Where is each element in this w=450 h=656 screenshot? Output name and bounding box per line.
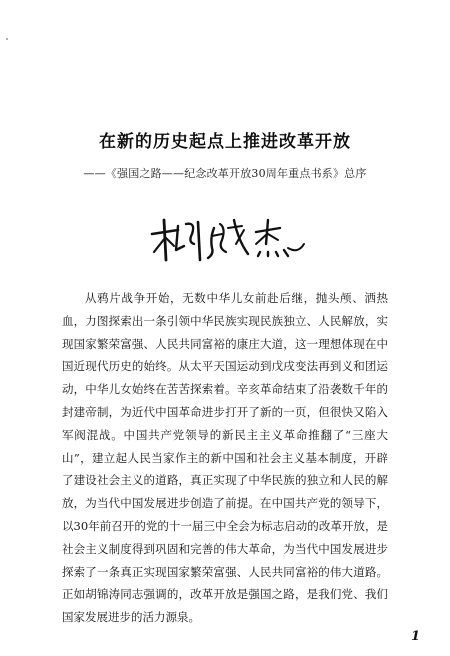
scan-speck bbox=[6, 38, 8, 40]
preface-body: 从鸦片战争开始，无数中华儿女前赴后继，抛头颅、洒热血，力图探索出一条引领中华民族实现民族独立、人民解放，实现国家繁荣富强、人民共同富裕的康庄大道，这一理想体现在中国近现代历史的始终。从太平天国运动到戊戌变法再到义和团运动，中华儿女始终在苦苦探索着。辛亥革命结束了沿袭数千年的封建帝制，为近代中国革命进步打开了新的一页，但很快又陷入军阀混战。中国共产党领导的新民主主义革命推翻了“三座大山”，建立起人民当家作主的新中国和社会主义基本制度，开辟了建设社会主义的道路，真正实现了中华民族的独立和人民的解放，为当代中国发展进步创造了前提。在中国共产党的领导下，以30年前召开的党的十一届三中全会为标志启动的改革开放，是社会主义制度得到巩固和完善的伟大革命，为当代中国发展进步探索了一条真正实现国家繁荣富强、人民共同富裕的伟大道路。正如胡锦涛同志强调的，改革开放是强国之路，是我们党、我们国家发展进步的活力源泉。 bbox=[62, 291, 388, 625]
page-number: 1 bbox=[410, 629, 420, 644]
author-signature bbox=[148, 214, 308, 264]
page-title: 在新的历史起点上推进改革开放 bbox=[99, 132, 351, 152]
signature-image bbox=[148, 214, 308, 264]
page-subtitle: ——《强国之路——纪念改革开放30周年重点书系》总序 bbox=[83, 167, 367, 180]
